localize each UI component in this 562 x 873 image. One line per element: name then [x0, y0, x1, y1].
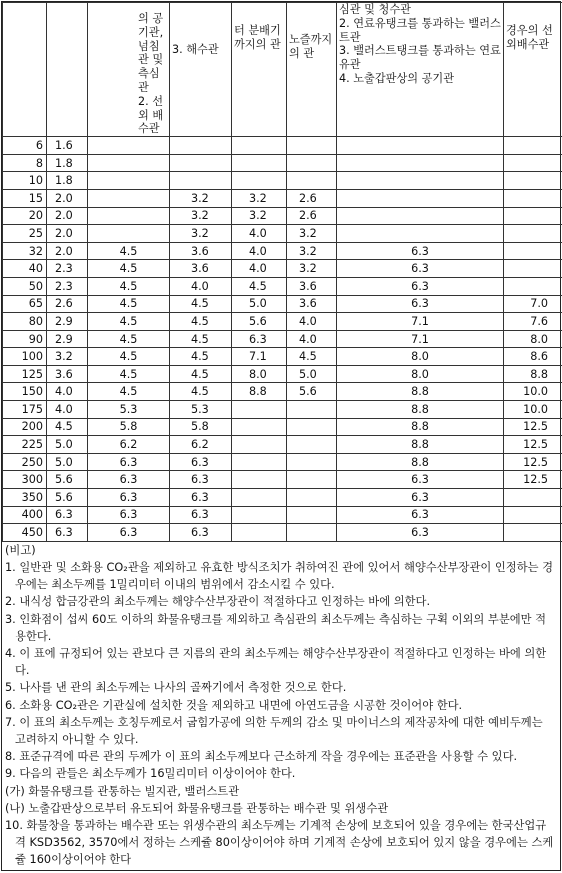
- table-cell: 8.8: [337, 418, 504, 436]
- table-row: [3, 418, 562, 436]
- table-cell: 5.0: [287, 365, 337, 383]
- table-cell: 12.5: [504, 453, 562, 471]
- header-bilge-freshwater: 심관 및 청수관 2. 연료유탱크를 통과하는 밸러스트관 3. 밸러스트탱크를 통과하는 연료유관 4. 노출갑판상의 공기관: [337, 3, 504, 137]
- table-cell: 2.9: [47, 330, 88, 348]
- table-cell: [232, 154, 287, 172]
- table-cell: 3.2: [47, 348, 88, 366]
- table-cell: 90: [3, 330, 47, 348]
- table-row: [3, 189, 562, 207]
- table-row: [3, 524, 562, 542]
- remark-item: 1. 일반관 및 소화용 CO₂관을 제외하고 유효한 방식조치가 취하여진 관에 있어서 해양수산부장관이 인정하는 경우에는 최소두께를 1밀리미터 이내의 범위에서 감소시킬 수 있다.: [5, 559, 556, 593]
- table-cell: [232, 436, 287, 454]
- table-cell: [287, 471, 337, 489]
- table-cell: 6.3: [88, 471, 170, 489]
- table-row: [3, 172, 562, 190]
- table-cell: [287, 489, 337, 507]
- table-cell: 4.5: [88, 313, 170, 331]
- table-row: [3, 313, 562, 331]
- table-cell: 150: [3, 383, 47, 401]
- table-cell: 4.5: [88, 277, 170, 295]
- table-row: [3, 365, 562, 383]
- table-cell: 6.3: [88, 489, 170, 507]
- table-cell: 6.3: [337, 260, 504, 278]
- table-cell: [232, 524, 287, 542]
- table-cell: 4.0: [287, 330, 337, 348]
- table-cell: 8.0: [337, 348, 504, 366]
- table-cell: 4.0: [47, 383, 88, 401]
- remark-item: 2. 내식성 합금강관의 최소두께는 해양수산부장관이 적절하다고 인정하는 바에 의한다.: [5, 593, 556, 610]
- table-cell: 4.5: [88, 383, 170, 401]
- header-seawater-pipe: 3. 해수관: [170, 3, 232, 137]
- table-cell: 4.5: [170, 313, 232, 331]
- table-cell: 4.0: [170, 277, 232, 295]
- remark-item: 6. 소화용 CO₂관은 기관실에 설치한 것을 제외하고 내면에 아연도금을 시공한 것이어야 한다.: [5, 697, 556, 714]
- table-cell: 6.3: [88, 506, 170, 524]
- remarks-section: [2, 542, 560, 869]
- table-cell: 4.0: [287, 313, 337, 331]
- table-cell: [504, 506, 562, 524]
- table-cell: 8.8: [232, 383, 287, 401]
- table-cell: 6.3: [337, 242, 504, 260]
- table-cell: 400: [3, 506, 47, 524]
- table-cell: 6.3: [337, 524, 504, 542]
- table-cell: [232, 489, 287, 507]
- table-cell: 6.3: [170, 524, 232, 542]
- table-cell: 5.6: [232, 313, 287, 331]
- table-cell: [232, 172, 287, 190]
- table-cell: 4.5: [170, 383, 232, 401]
- table-cell: 4.5: [88, 348, 170, 366]
- table-cell: 7.1: [337, 330, 504, 348]
- table-cell: 25: [3, 225, 47, 243]
- table-cell: [287, 436, 337, 454]
- table-cell: 2.0: [47, 242, 88, 260]
- table-cell: 1.6: [47, 137, 88, 155]
- header-to-distributor: 터 분배기까지의 관: [232, 3, 287, 137]
- table-cell: 80: [3, 313, 47, 331]
- table-row: [3, 471, 562, 489]
- table-cell: 6.3: [337, 277, 504, 295]
- table-cell: 6.3: [337, 295, 504, 313]
- table-cell: 2.3: [47, 277, 88, 295]
- table-cell: 3.2: [287, 225, 337, 243]
- table-row: [3, 260, 562, 278]
- pipe-thickness-document: [1, 1, 561, 871]
- table-cell: 125: [3, 365, 47, 383]
- table-cell: [88, 189, 170, 207]
- header-row: [3, 3, 562, 137]
- table-cell: [337, 225, 504, 243]
- table-cell: 5.3: [88, 401, 170, 419]
- table-cell: [88, 154, 170, 172]
- table-cell: [287, 401, 337, 419]
- table-cell: 7.1: [337, 313, 504, 331]
- table-cell: [287, 154, 337, 172]
- table-cell: 2.0: [47, 207, 88, 225]
- table-cell: [88, 225, 170, 243]
- table-cell: 8.8: [337, 453, 504, 471]
- remark-item: 3. 인화점이 섭씨 60도 이하의 화물유탱크를 제외하고 측심관의 최소두께는 측심하는 구획 이외의 부분에만 적용한다.: [5, 611, 556, 645]
- table-cell: 175: [3, 401, 47, 419]
- table-row: [3, 506, 562, 524]
- table-cell: [337, 137, 504, 155]
- table-cell: 5.6: [47, 471, 88, 489]
- table-cell: 4.5: [170, 330, 232, 348]
- table-cell: 4.0: [232, 260, 287, 278]
- table-cell: 3.2: [232, 207, 287, 225]
- table-cell: 6.3: [170, 453, 232, 471]
- table-cell: 6.3: [337, 489, 504, 507]
- table-cell: [337, 154, 504, 172]
- table-cell: [504, 172, 562, 190]
- table-cell: [504, 524, 562, 542]
- header-overboard-drain: 경우의 선외배수관: [504, 3, 562, 137]
- table-cell: [88, 207, 170, 225]
- table-cell: 6.3: [88, 524, 170, 542]
- table-cell: [232, 137, 287, 155]
- table-cell: 3.6: [287, 277, 337, 295]
- table-row: [3, 348, 562, 366]
- table-cell: [170, 154, 232, 172]
- table-cell: 6: [3, 137, 47, 155]
- table-cell: 4.5: [88, 260, 170, 278]
- table-body: [3, 137, 562, 542]
- table-cell: 3.6: [170, 260, 232, 278]
- table-cell: [287, 418, 337, 436]
- table-cell: 4.5: [88, 365, 170, 383]
- table-cell: 3.2: [287, 242, 337, 260]
- table-cell: 6.3: [47, 506, 88, 524]
- table-cell: [170, 172, 232, 190]
- table-cell: [337, 172, 504, 190]
- table-row: [3, 436, 562, 454]
- remark-item: (나) 노출갑판상으로부터 유도되어 화물유탱크를 관통하는 배수관 및 위생수관: [5, 800, 556, 817]
- table-cell: 3.2: [287, 260, 337, 278]
- remark-item: 8. 표준규격에 따른 관의 두께가 이 표의 최소두께보다 근소하게 작을 경우에는 표준관을 사용할 수 있다.: [5, 748, 556, 765]
- table-cell: 2.3: [47, 260, 88, 278]
- table-cell: 8.6: [504, 348, 562, 366]
- table-cell: 3.6: [287, 295, 337, 313]
- table-cell: 1.8: [47, 154, 88, 172]
- table-cell: 10: [3, 172, 47, 190]
- table-cell: 6.3: [170, 489, 232, 507]
- table-cell: 4.5: [170, 365, 232, 383]
- table-cell: 4.5: [287, 348, 337, 366]
- table-cell: 6.3: [337, 471, 504, 489]
- table-cell: 15: [3, 189, 47, 207]
- table-cell: 6.3: [337, 506, 504, 524]
- table-cell: [337, 207, 504, 225]
- table-cell: 12.5: [504, 418, 562, 436]
- table-cell: 5.8: [170, 418, 232, 436]
- table-cell: [170, 137, 232, 155]
- table-row: [3, 453, 562, 471]
- table-cell: 200: [3, 418, 47, 436]
- table-cell: 5.0: [47, 453, 88, 471]
- table-cell: 3.2: [170, 207, 232, 225]
- table-cell: 4.0: [232, 225, 287, 243]
- table-cell: [232, 506, 287, 524]
- header-general-pipe: [47, 3, 88, 137]
- table-cell: 7.0: [504, 295, 562, 313]
- table-cell: 4.5: [170, 348, 232, 366]
- table-cell: 10.0: [504, 383, 562, 401]
- remark-item: 4. 이 표에 규정되어 있는 관보다 큰 지름의 관의 최소두께는 해양수산부장관이 적절하다고 인정하는 바에 의한다.: [5, 645, 556, 679]
- remark-item: 10. 화물창을 통과하는 배수관 또는 위생수관의 최소두께는 기계적 손상에 보호되어 있을 경우에는 한국산업규격 KSD3562, 3570에서 정하는 스케쥴 80이상이어야 하며 기계적 손상에 보호되어 있지 않을 경우에는 스케쥴 160이상이어야 한다: [5, 817, 556, 869]
- table-cell: 2.6: [47, 295, 88, 313]
- table-cell: 8.8: [337, 383, 504, 401]
- table-row: [3, 242, 562, 260]
- table-cell: 3.2: [232, 189, 287, 207]
- table-cell: 4.5: [47, 418, 88, 436]
- table-row: [3, 383, 562, 401]
- table-cell: 8.0: [232, 365, 287, 383]
- table-cell: [504, 489, 562, 507]
- table-cell: [337, 189, 504, 207]
- table-cell: 100: [3, 348, 47, 366]
- table-cell: 8.8: [504, 365, 562, 383]
- remark-item: 7. 이 표의 최소두께는 호칭두께로서 굽힘가공에 의한 두께의 감소 및 마이너스의 제작공차에 대한 예비두께는 고려하지 아니할 수 있다.: [5, 714, 556, 748]
- table-cell: 4.5: [88, 295, 170, 313]
- table-row: [3, 401, 562, 419]
- table-row: [3, 277, 562, 295]
- table-cell: 6.3: [170, 506, 232, 524]
- table-cell: 8: [3, 154, 47, 172]
- table-cell: 6.2: [88, 436, 170, 454]
- table-row: [3, 489, 562, 507]
- table-cell: [287, 506, 337, 524]
- table-cell: 5.6: [47, 489, 88, 507]
- remark-item: 5. 나사를 낸 관의 최소두께는 나사의 골짜기에서 측정한 것으로 한다.: [5, 679, 556, 696]
- table-cell: 4.0: [47, 401, 88, 419]
- table-cell: [232, 471, 287, 489]
- table-cell: 5.0: [47, 436, 88, 454]
- table-cell: 1.8: [47, 172, 88, 190]
- table-row: [3, 207, 562, 225]
- table-cell: 5.3: [170, 401, 232, 419]
- table-cell: 20: [3, 207, 47, 225]
- table-cell: 3.2: [170, 189, 232, 207]
- table-cell: [232, 453, 287, 471]
- table-cell: 450: [3, 524, 47, 542]
- table-cell: 350: [3, 489, 47, 507]
- table-cell: 4.0: [232, 242, 287, 260]
- table-cell: 3.6: [170, 242, 232, 260]
- table-row: [3, 330, 562, 348]
- table-cell: 2.0: [47, 189, 88, 207]
- table-cell: 250: [3, 453, 47, 471]
- table-cell: 8.8: [337, 401, 504, 419]
- table-cell: [232, 418, 287, 436]
- header-nominal-diameter: [3, 3, 47, 137]
- table-cell: 50: [3, 277, 47, 295]
- table-cell: 10.0: [504, 401, 562, 419]
- table-cell: [504, 225, 562, 243]
- table-cell: 4.5: [232, 277, 287, 295]
- table-cell: [287, 137, 337, 155]
- table-cell: 7.1: [232, 348, 287, 366]
- table-cell: 8.0: [504, 330, 562, 348]
- table-cell: 8.0: [337, 365, 504, 383]
- table-cell: 8.8: [337, 436, 504, 454]
- table-row: [3, 137, 562, 155]
- table-cell: 2.6: [287, 189, 337, 207]
- header-to-nozzle: 노즐까지의 관: [287, 3, 337, 137]
- table-cell: [504, 242, 562, 260]
- table-cell: 6.3: [47, 524, 88, 542]
- table-cell: 4.5: [170, 295, 232, 313]
- table-cell: 5.0: [232, 295, 287, 313]
- pipe-thickness-table: [2, 2, 562, 542]
- table-cell: [504, 207, 562, 225]
- table-row: [3, 225, 562, 243]
- table-cell: 3.6: [47, 365, 88, 383]
- table-cell: 6.3: [232, 330, 287, 348]
- table-cell: 4.5: [88, 242, 170, 260]
- table-cell: 5.8: [88, 418, 170, 436]
- table-cell: [287, 524, 337, 542]
- table-cell: [504, 260, 562, 278]
- table-cell: 6.3: [88, 453, 170, 471]
- table-cell: 32: [3, 242, 47, 260]
- table-row: [3, 154, 562, 172]
- table-cell: 4.5: [88, 330, 170, 348]
- table-cell: 225: [3, 436, 47, 454]
- table-cell: [504, 189, 562, 207]
- table-cell: 6.3: [170, 471, 232, 489]
- table-cell: 12.5: [504, 436, 562, 454]
- table-cell: 2.9: [47, 313, 88, 331]
- table-cell: 40: [3, 260, 47, 278]
- table-cell: 3.2: [170, 225, 232, 243]
- table-cell: 2.0: [47, 225, 88, 243]
- table-cell: [504, 154, 562, 172]
- table-row: [3, 295, 562, 313]
- table-cell: 6.2: [170, 436, 232, 454]
- remark-item: 9. 다음의 관들은 최소두께가 16밀리미터 이상이어야 한다.: [5, 765, 556, 782]
- table-cell: [88, 172, 170, 190]
- table-cell: [232, 401, 287, 419]
- header-air-overflow-sounding: 의 공기관, 넘침관 및 측심관 2. 선외 배수관: [88, 3, 170, 137]
- table-cell: [504, 137, 562, 155]
- remark-item: (가) 화물유탱크를 관통하는 빌지관, 밸러스트관: [5, 783, 556, 800]
- table-cell: 2.6: [287, 207, 337, 225]
- remarks-heading: (비고): [5, 542, 556, 559]
- table-cell: [88, 137, 170, 155]
- table-cell: 5.6: [287, 383, 337, 401]
- table-cell: [287, 453, 337, 471]
- table-cell: [504, 277, 562, 295]
- table-cell: 12.5: [504, 471, 562, 489]
- table-cell: 300: [3, 471, 47, 489]
- table-cell: 65: [3, 295, 47, 313]
- table-cell: 7.6: [504, 313, 562, 331]
- table-cell: [287, 172, 337, 190]
